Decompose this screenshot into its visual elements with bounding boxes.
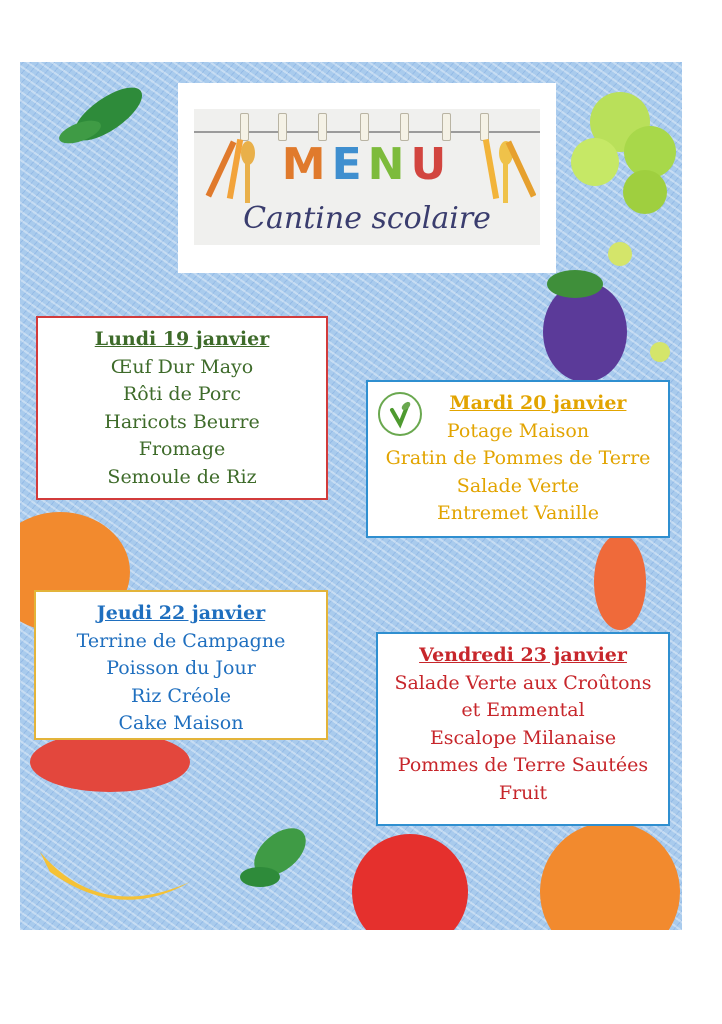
banana-icon <box>40 852 190 900</box>
day-card-mardi <box>366 380 670 538</box>
clothespin-icon <box>318 113 327 141</box>
clothespin-icon <box>400 113 409 141</box>
menu-item: et Emmental <box>461 699 585 721</box>
day-title: Vendredi 23 janvier <box>419 644 627 666</box>
menu-item: Escalope Milanaise <box>429 726 617 749</box>
day-card-lundi <box>36 316 328 500</box>
tomato-icon <box>352 834 468 930</box>
carrot-right-icon <box>594 534 646 630</box>
vegetarian-leaf-icon <box>378 392 422 436</box>
menu-item: Potage Maison <box>446 419 590 442</box>
menu-letter-n: N <box>367 139 411 190</box>
menu-letter-m: M <box>281 139 332 190</box>
menu-item: Fruit <box>498 781 548 804</box>
clothespin-icon <box>278 113 287 141</box>
menu-subtitle: Cantine scolaire <box>243 201 491 236</box>
menu-letter-e: E <box>331 139 368 190</box>
menu-item: Fromage <box>138 438 226 460</box>
menu-item: Semoule de Riz <box>107 465 257 488</box>
menu-item: Rôti de Porc <box>122 383 242 405</box>
menu-item: Salade Verte aux Croûtons <box>394 671 652 694</box>
day-title: Mardi 20 janvier <box>449 392 627 414</box>
menu-item: Haricots Beurre <box>104 410 260 433</box>
menu-item: Poisson du Jour <box>106 657 256 679</box>
menu-item: Salade Verte <box>456 474 580 497</box>
menu-item: Entremet Vanille <box>436 502 600 524</box>
leaf-bottom-icon <box>240 819 315 887</box>
menu-item: Cake Maison <box>118 712 244 734</box>
menu-item: Œuf Dur Mayo <box>110 355 254 378</box>
day-title: Lundi 19 janvier <box>94 328 270 350</box>
clothespin-icon <box>442 113 451 141</box>
menu-item: Riz Créole <box>130 684 232 707</box>
grapes-top-right-icon <box>571 92 676 214</box>
header-card <box>178 83 556 273</box>
red-fish-icon <box>30 732 190 792</box>
menu-banner <box>194 109 540 245</box>
orange-icon <box>540 822 680 930</box>
menu-item: Pommes de Terre Sautées <box>397 754 649 776</box>
clothespin-icon <box>360 113 369 141</box>
menu-letter-u: U <box>410 139 453 190</box>
day-card-vendredi <box>376 632 670 826</box>
day-title: Jeudi 22 janvier <box>96 602 266 624</box>
eggplant-icon <box>543 270 627 382</box>
leaf-top-left-icon <box>56 78 150 150</box>
menu-title <box>194 139 540 190</box>
menu-item: Gratin de Pommes de Terre <box>385 447 651 469</box>
menu-item: Terrine de Campagne <box>76 629 286 652</box>
day-card-jeudi <box>34 590 328 740</box>
